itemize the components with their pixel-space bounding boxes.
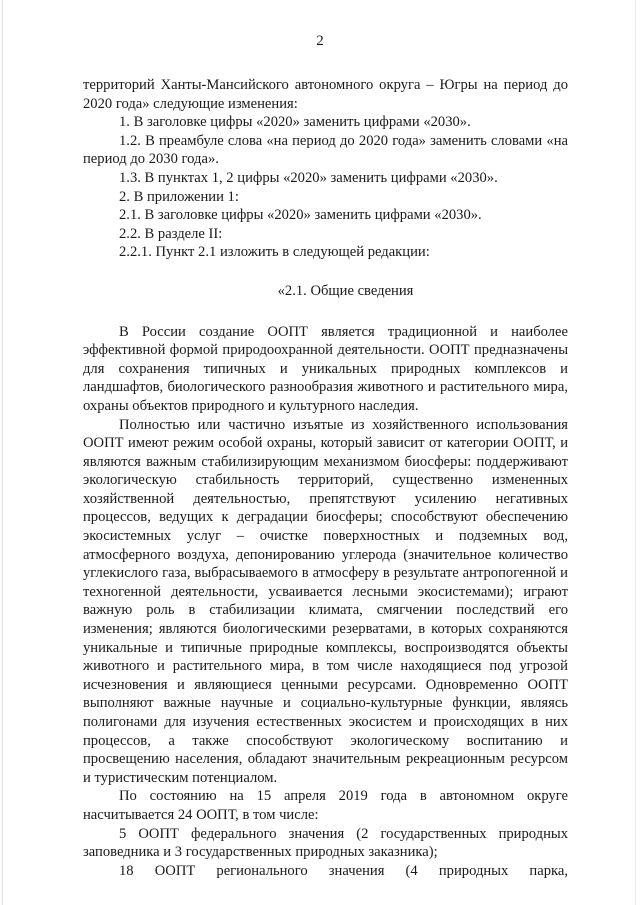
paragraph-item-2-1: 2.1. В заголовке цифры «2020» заменить цифрами «2030». bbox=[119, 207, 482, 224]
section-heading: «2.1. Общие сведения bbox=[277, 282, 414, 299]
paragraph-regional: 18 ООПТ регионального значения (4 природных парка, bbox=[119, 862, 568, 879]
paragraph-count: По состоянию на 15 апреля 2019 года в автономном округе насчитывается 24 ООПТ, в том числе: bbox=[83, 788, 568, 823]
page-number: 2 bbox=[316, 33, 324, 49]
paragraph-federal: 5 ООПТ федерального значения (2 государственных природных заповедника и 3 государственных природных заказника); bbox=[83, 825, 568, 861]
paragraph-oopt-functions: Полностью или частично изъятые из хозяйственного использования ООПТ имеют режим особой охраны, который зависит от категории ООПТ, и являются важным стабилизирующим механизмом биосферы: поддерживают экологическую стабильность территорий, существенно измененных хозяйственной деятельностью, препятствуют усилению негативных процессов, ведущих к деградации биосферы; способствуют обеспечению экосистемных услуг – очистке поверхностных и подземных вод, атмосферного воздуха, депонированию углерода (значительное количество углекислого газа, выбрасываемого в атмосферу в результате антропогенной и техногенной деятельности, усваивается лесными экосистемами); играют важную роль в стабилизации климата, смягчении последствий его изменения; являются биологическими резерватами, в которых сохраняются уникальные и типичные природные комплексы, воспроизводятся объекты животного и растительного мира, в том числе находящиеся под угрозой исчезновения и являющиеся ценными ресурсами. Одновременно ООПТ выполняют важные научные и социально-культурные функции, являясь полигонами для изучения естественных экосистем и происходящих в них процессов, а также способствуют экологическому воспитанию и просвещению населения, обладают значительным рекреационным ресурсом и туристическим потенциалом. bbox=[83, 416, 568, 786]
paragraph-item-1-3: 1.3. В пунктах 1, 2 цифры «2020» заменить цифрами «2030». bbox=[119, 169, 498, 186]
paragraph-intro: территорий Ханты-Мансийского автономного округа – Югры на период до 2020 года» следующие изменения: bbox=[83, 77, 568, 112]
paragraph-item-2-2-1: 2.2.1. Пункт 2.1 изложить в следующей редакции: bbox=[119, 244, 430, 261]
paragraph-russia-oopt: В России создание ООПТ является традиционной и наиболее эффективной формой природоохранной деятельности. ООПТ предназначены для сохранения типичных и уникальных природных комплексов и ландшафтов, биологического разнообразия животного и растительного мира, охраны объектов природного и культурного наследия. bbox=[83, 323, 568, 414]
page-edge-left bbox=[2, 0, 3, 905]
page-edge-right bbox=[635, 0, 636, 905]
paragraph-item-1-2: 1.2. В преамбуле слова «на период до 2020 года» заменить словами «на период до 2030 года». bbox=[83, 132, 568, 168]
paragraph-item-2: 2. В приложении 1: bbox=[119, 188, 239, 205]
document-body bbox=[83, 76, 568, 880]
paragraph-item-2-2: 2.2. В разделе II: bbox=[119, 225, 223, 242]
paragraph-item-1: 1. В заголовке цифры «2020» заменить цифрами «2030». bbox=[119, 114, 471, 131]
